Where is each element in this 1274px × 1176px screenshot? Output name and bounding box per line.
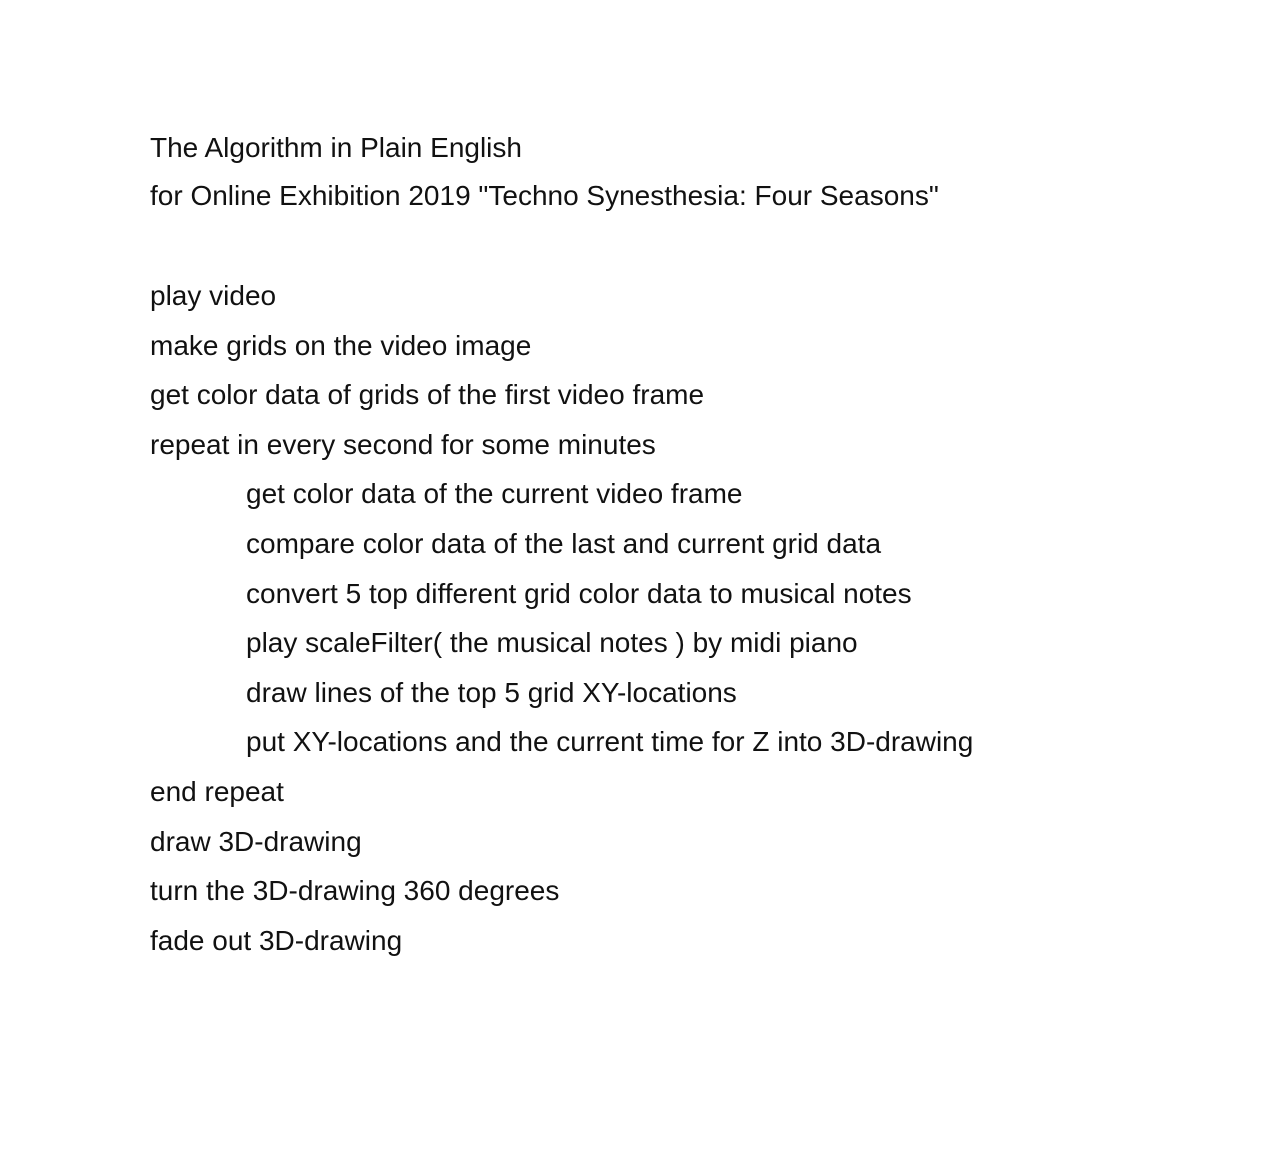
step-line: play video [150,280,277,311]
loop-step-line: convert 5 top different grid color data to musical notes [246,577,912,609]
loop-start-line: repeat in every second for some minutes [150,428,656,460]
document-header [150,124,1200,219]
loop-step-line: get color data of the current video frame [246,478,743,510]
algorithm-steps [150,271,1200,965]
document-title: The Algorithm in Plain English [150,132,522,163]
document-subtitle: for Online Exhibition 2019 "Techno Synesthesia: Four Seasons" [150,179,939,211]
document [150,124,1200,965]
step-line: fade out 3D-drawing [150,924,403,956]
loop-step-line: compare color data of the last and current grid data [246,527,882,559]
step-line: turn the 3D-drawing 360 degrees [150,875,560,907]
step-line: get color data of grids of the first video frame [150,379,705,411]
step-line: draw 3D-drawing [150,825,362,857]
loop-end-line: end repeat [150,775,284,807]
loop-step-line: put XY-locations and the current time for Z into 3D-drawing [246,726,974,758]
loop-step-line: play scaleFilter( the musical notes ) by midi piano [246,627,858,659]
step-line: make grids on the video image [150,329,532,361]
loop-step-line: draw lines of the top 5 grid XY-locations [246,676,737,708]
section-spacer [150,219,1200,271]
